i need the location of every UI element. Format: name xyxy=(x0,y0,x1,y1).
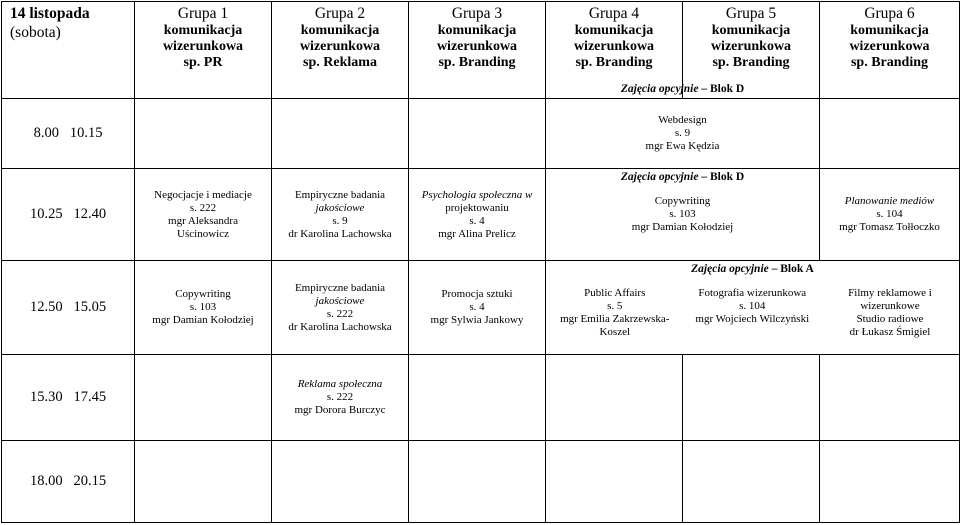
weekday-label: (sobota) xyxy=(10,24,61,41)
optional-block-d-label: Zajęcia opcyjnie – Blok D xyxy=(620,171,745,183)
empty-cell xyxy=(820,441,960,523)
date-label: 14 listopada xyxy=(10,5,90,22)
empty-cell xyxy=(683,355,820,441)
empty-cell xyxy=(409,441,546,523)
group-header-4: Grupa 4 komunikacja wizerunkowa sp. Branding xyxy=(546,2,683,99)
time-slot-1: 8.00 10.15 xyxy=(2,99,135,169)
class-reklama-spoleczna: Reklama społeczna s. 222 mgr Dorora Burczyc xyxy=(272,355,409,441)
time-slot-2: 10.25 12.40 xyxy=(2,169,135,261)
time-slot-5: 18.00 20.15 xyxy=(2,441,135,523)
group-header-5: Grupa 5 komunikacja wizerunkowa sp. Branding xyxy=(683,2,820,99)
class-public-affairs: Public Affairs s. 5 mgr Emilia Zakrzewska- Koszel xyxy=(560,286,670,338)
group-header-3: Grupa 3 komunikacja wizerunkowa sp. Branding xyxy=(409,2,546,99)
optional-block-a-label: Zajęcia opcyjnie – Blok A xyxy=(691,263,814,275)
group-header-6: Grupa 6 komunikacja wizerunkowa sp. Branding xyxy=(820,2,960,99)
empty-cell xyxy=(409,355,546,441)
date-cell xyxy=(2,2,135,99)
schedule-table xyxy=(1,1,960,523)
class-empiryczne-badania: Empiryczne badania jakościowe s. 222 dr Karolina Lachowska xyxy=(272,261,409,355)
class-fotografia-wizerunkowa: Fotografia wizerunkowa s. 104 mgr Wojciech Wilczyński xyxy=(695,286,810,325)
class-empiryczne-badania: Empiryczne badania jakościowe s. 9 dr Karolina Lachowska xyxy=(272,169,409,261)
empty-cell xyxy=(683,441,820,523)
class-planowanie-mediow: Planowanie mediów s. 104 mgr Tomasz Tołłoczko xyxy=(820,169,960,261)
empty-cell xyxy=(820,355,960,441)
time-slot-4: 15.30 17.45 xyxy=(2,355,135,441)
class-filmy-reklamowe: Filmy reklamowe i wizerunkowe Studio radiowe dr Łukasz Śmigiel xyxy=(848,286,932,338)
empty-cell xyxy=(820,99,960,169)
class-promocja-sztuki: Promocja sztuki s. 4 mgr Sylwia Jankowy xyxy=(409,261,546,355)
empty-cell xyxy=(409,99,546,169)
class-negocjacje: Negocjacje i mediacje s. 222 mgr Aleksandra Uścinowicz xyxy=(135,169,272,261)
empty-cell xyxy=(272,441,409,523)
time-slot-3: 12.50 15.05 xyxy=(2,261,135,355)
class-copywriting: Copywriting s. 103 mgr Damian Kołodziej xyxy=(135,261,272,355)
empty-cell xyxy=(272,99,409,169)
optional-block-d-label: Zajęcia opcyjnie – Blok D xyxy=(620,83,745,95)
empty-cell xyxy=(546,355,683,441)
group-header-2: Grupa 2 komunikacja wizerunkowa sp. Reklama xyxy=(272,2,409,99)
class-copywriting-blok-d: Zajęcia opcyjnie – Blok D Copywriting s. 103 mgr Damian Kołodziej xyxy=(546,169,820,261)
group-header-1: Grupa 1 komunikacja wizerunkowa sp. PR xyxy=(135,2,272,99)
block-a-cell xyxy=(546,261,960,355)
empty-cell xyxy=(135,441,272,523)
empty-cell xyxy=(135,99,272,169)
empty-cell xyxy=(135,355,272,441)
empty-cell xyxy=(546,441,683,523)
class-webdesign: Zajęcia opcyjnie – Blok D Webdesign s. 9 mgr Ewa Kędzia xyxy=(546,99,820,169)
class-psychologia-spoleczna: Psychologia społeczna w projektowaniu s. 4 mgr Alina Prelicz xyxy=(409,169,546,261)
